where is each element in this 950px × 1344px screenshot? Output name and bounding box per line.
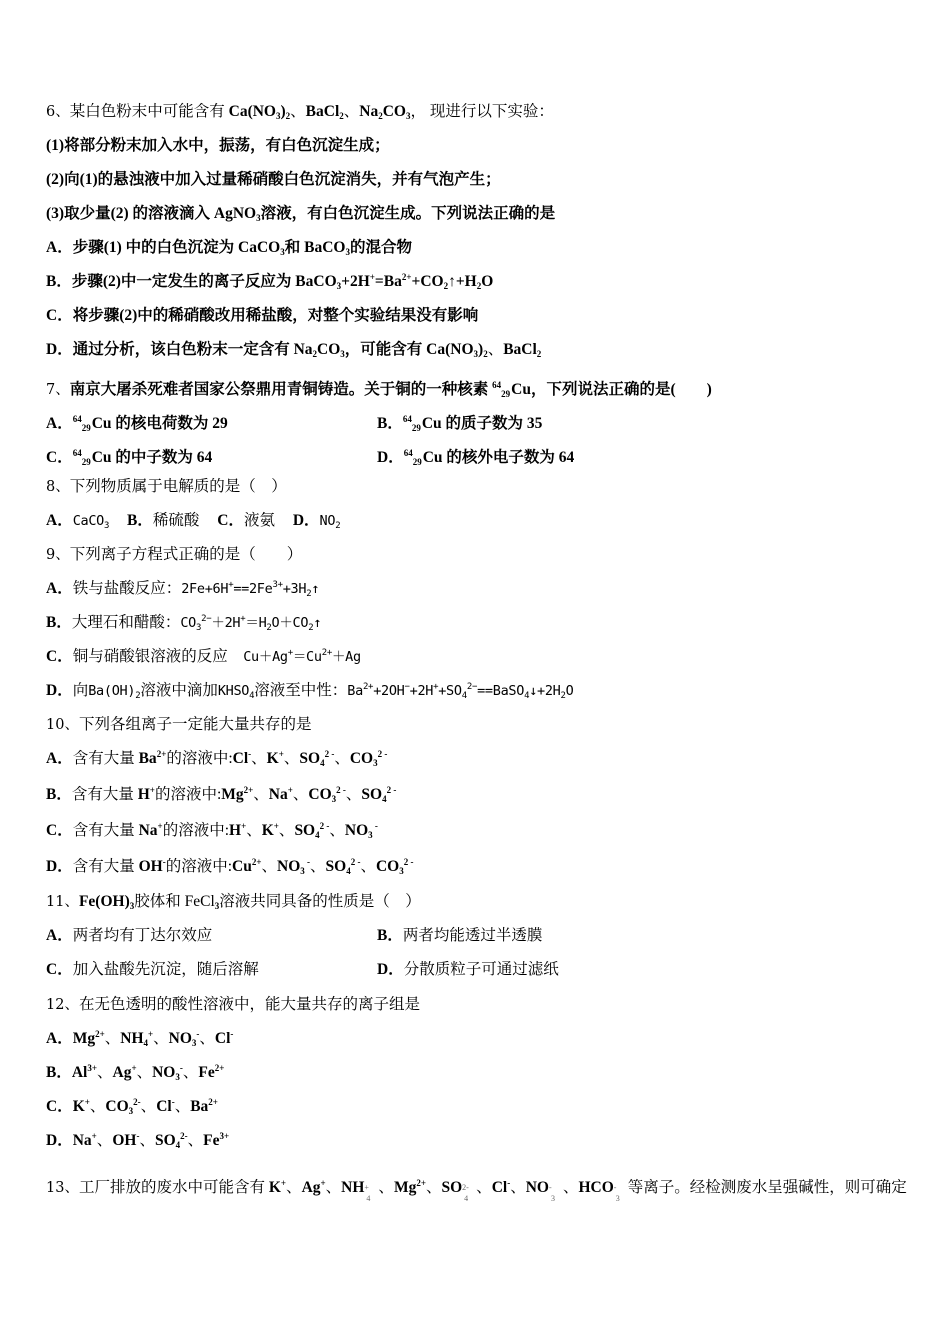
question-number: 11、 — [46, 894, 79, 910]
q8-stem: 8、下列物质属于电解质的是（ ） — [46, 478, 287, 495]
q12-option-c[interactable]: C．K+、$CO_3^{2-}$、Cl-、$Ba^{2+}$ — [46, 1097, 218, 1116]
option-label: B． — [377, 415, 403, 432]
option-label: D． — [46, 341, 73, 358]
q11-option-a[interactable]: A．两者均有丁达尔效应 — [46, 927, 213, 944]
q9-option-a[interactable]: A．铁与盐酸反应：$2Fe+6H^+==2Fe^{3+}+3H_2↑$ — [46, 580, 320, 599]
q6-stem: 6、某白色粉末中可能含有 $Ca(NO_3)_2$、BaCl$_2$、$Na_2CO_3$， 现进行以下实验： — [46, 103, 554, 121]
question-number: 7、 — [46, 382, 70, 398]
option-label: A． — [46, 239, 73, 256]
q6-option-a[interactable]: A．步骤(1) 中的白色沉淀为 CaCO$_3$和 BaCO$_3$的混合物 — [46, 239, 412, 257]
q12-stem: 12、在无色透明的酸性溶液中，能大量共存的离子组是 — [46, 996, 420, 1013]
question-number: 12、 — [46, 997, 79, 1013]
option-label: D． — [377, 449, 404, 466]
option-label: A． — [46, 415, 73, 432]
q6-step-1: (1)将部分粉末加入水中，振荡，有白色沉淀生成； — [46, 137, 390, 154]
question-number: 9、 — [46, 547, 70, 563]
question-number: 6、 — [46, 104, 70, 120]
q13-stem: 13、工厂排放的废水中可能含有 K+、Ag+、NH + 4 、$Mg^{2+}$、SO 2- 4 、Cl-、NO - 3 、HCO - 3 等离子。经检测废水呈强碱性，则可确定 — [46, 1178, 907, 1203]
q8-options — [46, 511, 340, 531]
q9-option-c[interactable]: C．铜与硝酸银溶液的反应 $Cu+Ag^+=Cu^{2+}+Ag$ — [46, 648, 361, 665]
question-number: 13、 — [46, 1180, 79, 1196]
q10-option-a[interactable]: A．含有大量 $Ba^{2+}$的溶液中:Cl-、K+、$SO_4^{2 -}$、$CO_3^{2 -}$ — [46, 749, 388, 768]
q9-option-b[interactable]: B．大理石和醋酸：$CO_3^{2-}+2H^+=H_2O+CO_2↑$ — [46, 614, 322, 633]
q12-option-a[interactable]: A．$Mg^{2+}$、$NH_4^+$、$NO_3^-$、Cl- — [46, 1029, 234, 1048]
q10-option-d[interactable]: D．含有大量 OH-的溶液中$:Cu^{2+}$、$NO_3$ -、$SO_4^{2 -}$、$CO_3^{2 -}$ — [46, 857, 414, 876]
question-number: 8、 — [46, 479, 70, 495]
q8-option-a[interactable]: A．CaCO$_3$ — [46, 512, 110, 531]
option-label: C． — [46, 449, 73, 466]
q11-option-b[interactable]: B．两者均能透过半透膜 — [377, 927, 543, 944]
q9-option-d[interactable]: D．向$Ba(OH)_2$溶液中滴加$KHSO_4$溶液至中性：$Ba^{2+}+2OH^-+2H^++SO_4^{2-}==BaSO_4↓+2H_2O$ — [46, 682, 574, 701]
q8-option-b[interactable]: B．稀硫酸 — [127, 512, 200, 529]
q10-stem: 10、下列各组离子一定能大量共存的是 — [46, 716, 312, 733]
option-label: B． — [46, 614, 72, 631]
option-label: B． — [46, 273, 72, 290]
q12-option-b[interactable]: B．$Al^{3+}$、Ag+、$NO_3^-$、$Fe^{2+}$ — [46, 1063, 225, 1082]
q11-option-d[interactable]: D．分散质粒子可通过滤纸 — [377, 961, 559, 978]
q7-option-d[interactable]: D．$^{64}$29Cu 的核外电子数为 64 — [377, 448, 575, 467]
q6-option-b[interactable]: B．步骤(2)中一定发生的离子反应为 $BaCO_3+2H^+=Ba^{2+}+CO_2↑+H_2O$ — [46, 272, 494, 291]
q8-option-c[interactable]: C．液氨 — [217, 512, 275, 529]
q6-option-d[interactable]: D．通过分析，该白色粉末一定含有 $Na_2CO_3$，可能含有 $Ca(NO_3)_2$、BaCl$_2$ — [46, 341, 542, 359]
q7-option-c[interactable]: C．$^{64}$29Cu 的中子数为 64 — [46, 448, 213, 467]
option-label: A． — [46, 580, 73, 597]
q8-option-d[interactable]: D．$NO_2$ — [292, 512, 341, 531]
q11-stem: 11、$Fe(OH)_3$胶体和 FeCl$_3$溶液共同具备的性质是（ ） — [46, 893, 421, 911]
q10-option-c[interactable]: C．含有大量 Na+的溶液中:H+、K+、$SO_4^{2 -}$、$NO_3$ - — [46, 821, 378, 840]
q9-stem: 9、下列离子方程式正确的是（ ） — [46, 546, 303, 563]
q7-option-a[interactable]: A．$^{64}$29Cu 的核电荷数为 29 — [46, 414, 228, 433]
question-number: 10、 — [46, 717, 79, 733]
q7-stem: 7、南京大屠杀死难者国家公祭鼎用青铜铸造。关于铜的一种核素 $^{64}$29Cu，下列说法正确的是( ) — [46, 380, 712, 399]
q6-option-c[interactable]: C．将步骤(2)中的稀硝酸改用稀盐酸，对整个实验结果没有影响 — [46, 307, 479, 324]
option-label: D． — [46, 682, 73, 699]
q10-option-b[interactable]: B．含有大量 H+的溶液中$:Mg^{2+}$、Na+、$CO_3^{2 -}$、$SO_4^{2 -}$ — [46, 785, 397, 804]
q7-option-b[interactable]: B．$^{64}$29Cu 的质子数为 35 — [377, 414, 543, 433]
option-label: C． — [46, 648, 73, 665]
q12-option-d[interactable]: D．Na+、OH-、$SO_4^{2-}$、$Fe^{3+}$ — [46, 1131, 230, 1150]
option-label: C． — [46, 307, 73, 324]
q11-option-c[interactable]: C．加入盐酸先沉淀，随后溶解 — [46, 961, 259, 978]
q6-step-2: (2)向(1)的悬浊液中加入过量稀硝酸白色沉淀消失，并有气泡产生； — [46, 171, 501, 188]
q6-step-3: (3)取少量(2) 的溶液滴入 AgNO$_3$溶液，有白色沉淀生成。下列说法正确的是 — [46, 205, 556, 223]
